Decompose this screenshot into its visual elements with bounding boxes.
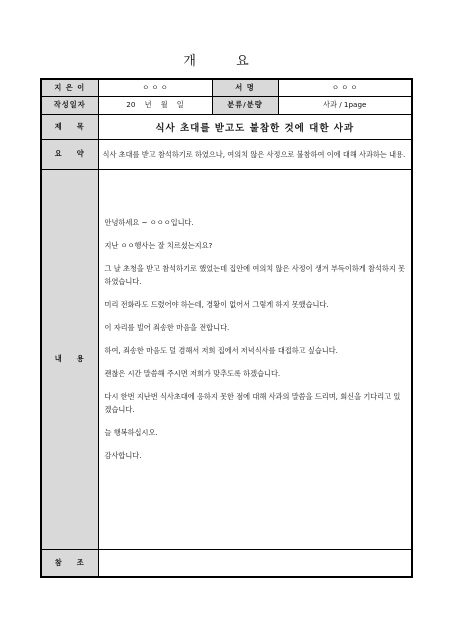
content-paragraph: 괜찮은 시간 말씀해 주시면 저희가 맞추도록 하겠습니다.	[104, 368, 281, 378]
content-paragraph: 다시 한번 지난번 식사초대에 응하지 못한 점에 대해 사과의 말씀을 드리며, 회신을 기다리고 있겠습니다.	[104, 391, 401, 414]
signature-label: 서 명	[212, 79, 278, 96]
content-body	[98, 169, 412, 549]
reference-value	[98, 549, 412, 577]
content-paragraph: 이 자리를 빌어 죄송한 마음을 전합니다.	[104, 322, 230, 332]
content-row	[41, 169, 412, 549]
signature-value: ㅇ ㅇ ㅇ	[278, 79, 412, 96]
content-paragraph: 늘 행복하십시오.	[104, 427, 158, 437]
date-row	[41, 96, 412, 114]
summary-value: 식사 초대를 받고 참석하기로 하였으나, 여의치 않은 사정으로 불참하여 이에 대해 사과하는 내용.	[98, 139, 412, 169]
summary-row	[41, 139, 412, 169]
content-paragraph: 미리 전화라도 드렸어야 하는데, 경황이 없어서 그렇게 하지 못했습니다.	[104, 299, 329, 309]
subject-label: 제 목	[41, 114, 98, 139]
author-value: ㅇ ㅇ ㅇ	[98, 79, 212, 96]
date-label: 작성일자	[41, 96, 98, 114]
subject-value: 식사 초대를 받고도 불참한 것에 대한 사과	[98, 114, 412, 139]
content-paragraph: 하여, 죄송한 마음도 덜 겸해서 저희 집에서 저녁식사를 대접하고 싶습니다.	[104, 345, 338, 355]
page-title: 개 요	[183, 54, 267, 69]
date-value: 20 년 월 일	[98, 96, 212, 114]
reference-label: 참 조	[41, 549, 98, 577]
author-row	[41, 79, 412, 96]
content-paragraph: 안녕하세요 ~ ㅇㅇㅇ입니다.	[104, 217, 194, 227]
category-label: 분류/분량	[212, 96, 278, 114]
summary-form-table	[40, 78, 413, 578]
content-label: 내 용	[41, 169, 98, 549]
reference-row	[41, 549, 412, 577]
content-paragraph: 감사합니다.	[104, 450, 142, 460]
content-paragraph: 지난 ㅇㅇ행사는 잘 치르셨는지요?	[104, 240, 213, 250]
subject-row	[41, 114, 412, 139]
category-value: 사과 / 1page	[278, 96, 412, 114]
author-label: 지 은 이	[41, 79, 98, 96]
summary-label: 요 약	[41, 139, 98, 169]
content-paragraph: 그 날 초청을 받고 참석하기로 했었는데 집안에 여의치 않은 사정이 생겨 부득이하게 참석하지 못하였습니다.	[104, 263, 405, 286]
